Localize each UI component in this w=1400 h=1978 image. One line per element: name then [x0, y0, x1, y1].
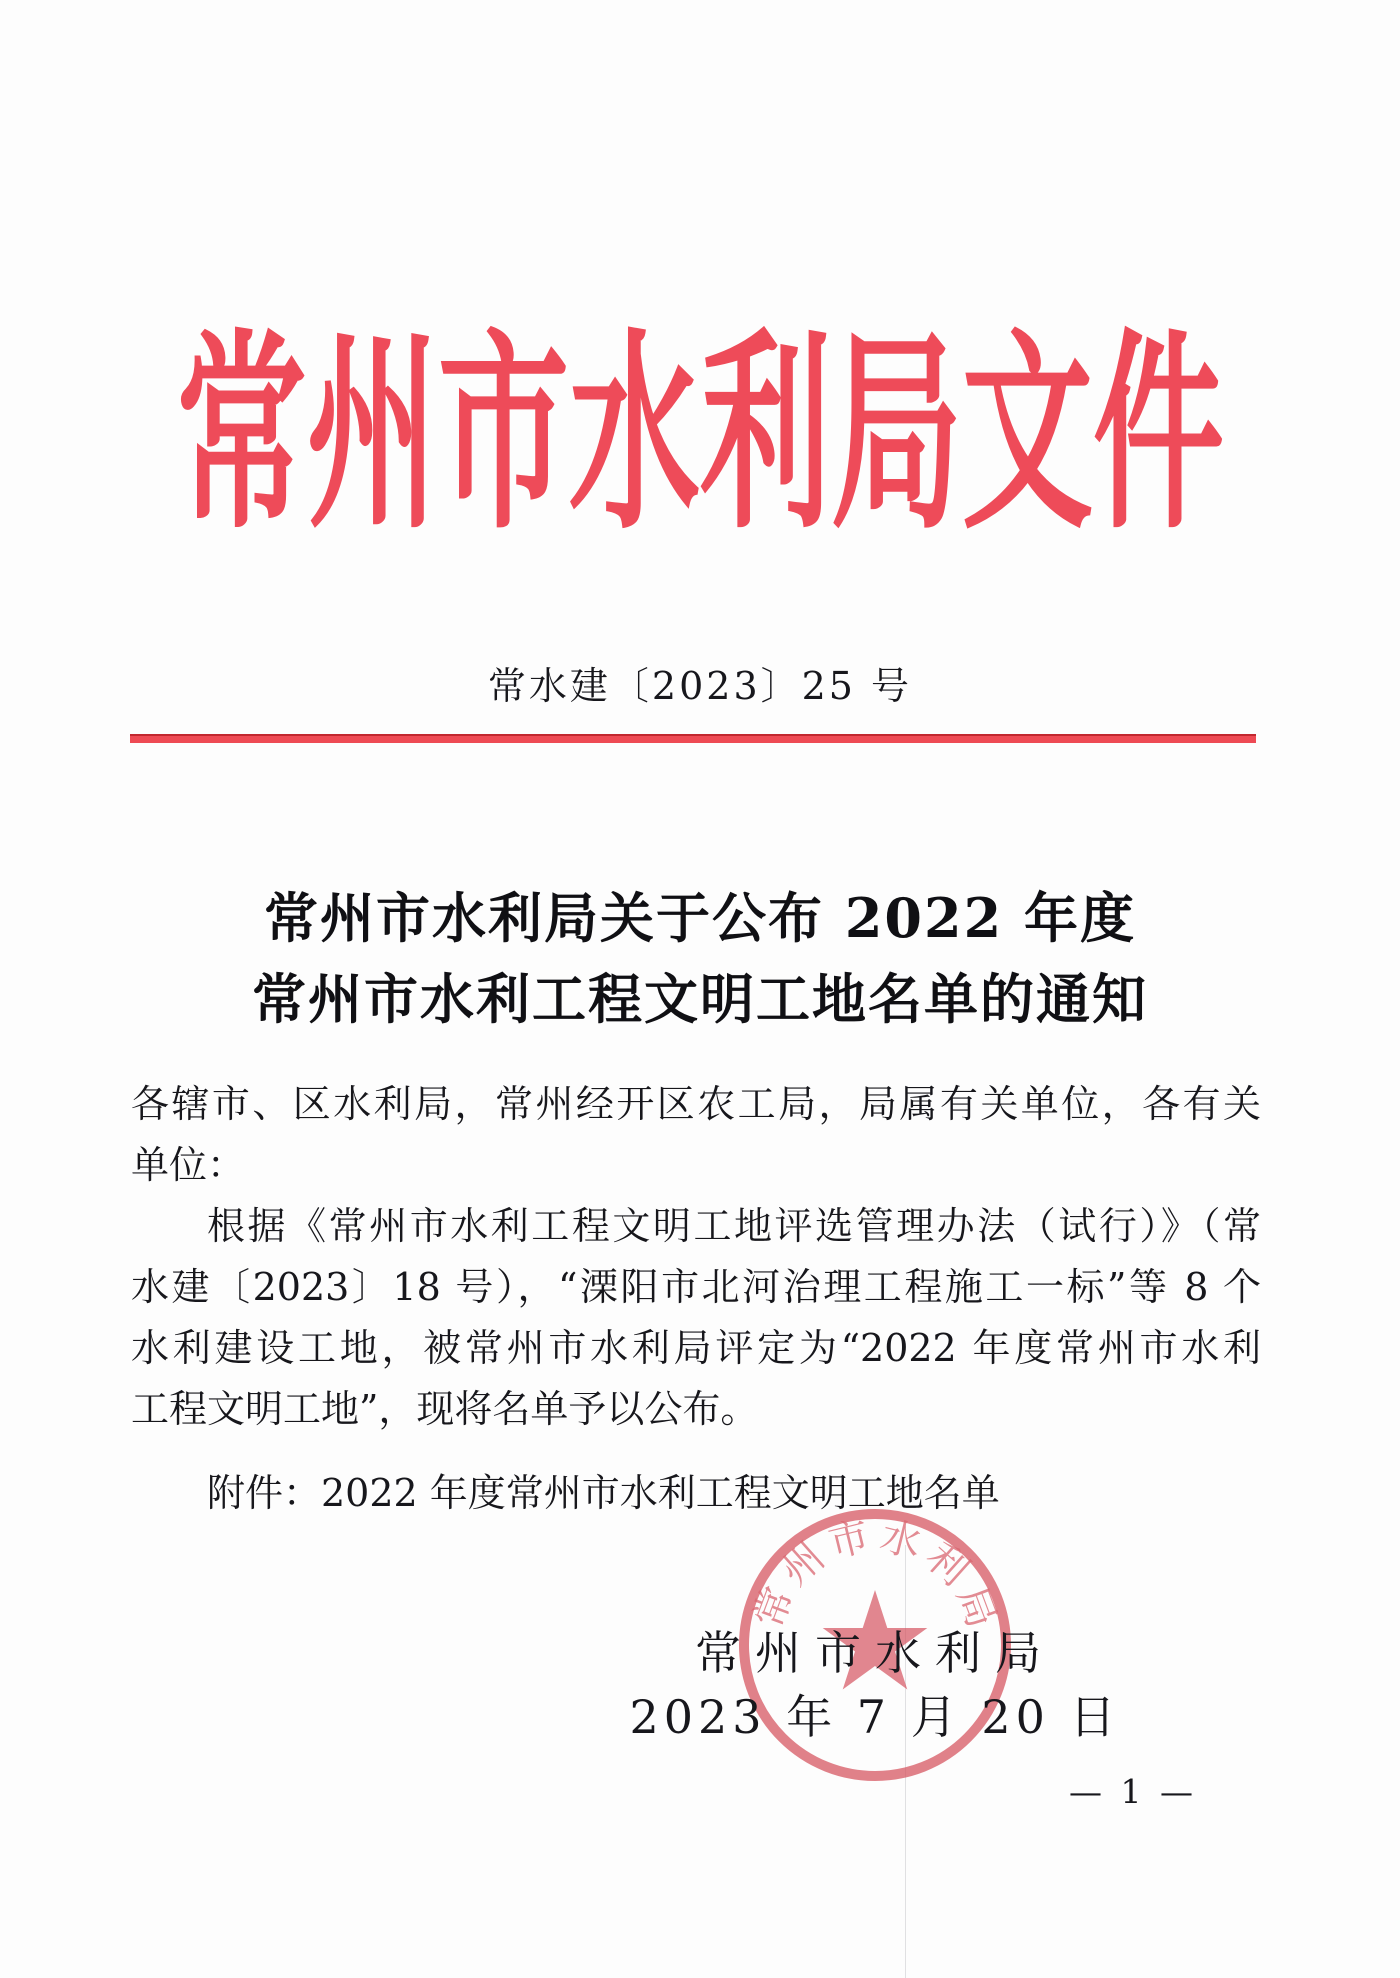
attachment-line: 附件：2022 年度常州市水利工程文明工地名单 [207, 1471, 1000, 1515]
paragraph-line-2: 水建〔2023〕18 号），“溧阳市北河治理工程施工一标”等 8 个 [131, 1265, 1261, 1309]
document-number: 常水建〔2023〕25 号 [487, 664, 913, 708]
red-header-rule [130, 734, 1256, 743]
paragraph-line-3: 水利建设工地，被常州市水利局评定为“2022 年度常州市水利 [131, 1326, 1261, 1370]
notice-title [0, 878, 1400, 1040]
notice-title-line-1: 常州市水利局关于公布 2022 年度 [264, 886, 1136, 950]
paragraph-line-1: 根据《常州市水利工程文明工地评选管理办法（试行）》（常 [207, 1204, 1261, 1248]
salutation-line-1: 各辖市、区水利局，常州经开区农工局，局属有关单位，各有关 [131, 1082, 1261, 1126]
salutation-line-2: 单位： [131, 1143, 246, 1187]
page-number: — 1 — [1069, 1772, 1197, 1811]
agency-header-title: 常州市水利局文件 [175, 308, 1224, 558]
signature-agency: 常州市水利局 [695, 1626, 1055, 1680]
paragraph-line-4: 工程文明工地”，现将名单予以公布。 [131, 1387, 759, 1431]
signature-block [560, 1622, 1190, 1748]
body-text [131, 1074, 1261, 1524]
seal-arc-text: 常州市水利局 [745, 1513, 1005, 1634]
notice-title-line-2: 常州市水利工程文明工地名单的通知 [252, 967, 1148, 1031]
signature-date: 2023 年 7 月 20 日 [629, 1690, 1121, 1744]
